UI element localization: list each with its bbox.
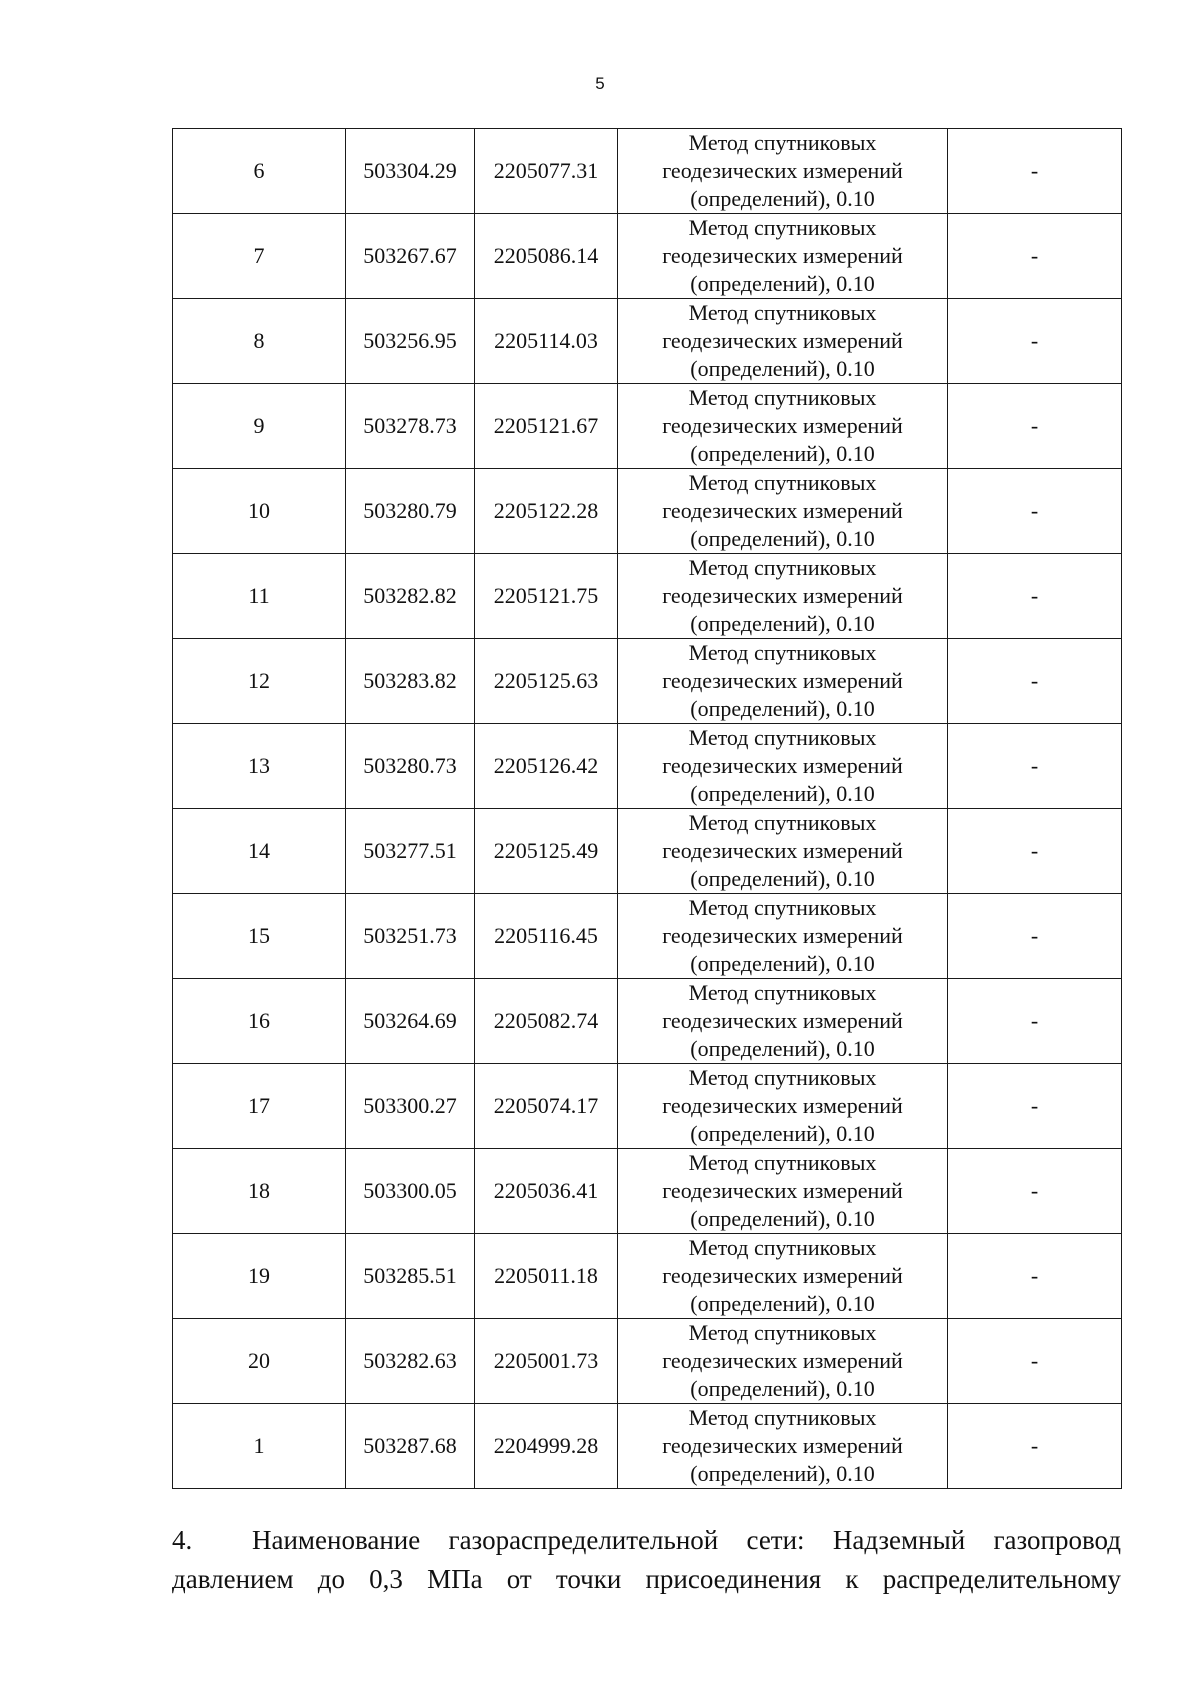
cell-method (618, 384, 948, 469)
cell-method (618, 639, 948, 724)
cell-coordinate-x: 503251.73 (346, 894, 475, 979)
cell-description: - (948, 639, 1122, 724)
cell-description: - (948, 1149, 1122, 1234)
method-line: (определений), 0.10 (690, 951, 875, 976)
cell-method (618, 469, 948, 554)
method-line: геодезических измерений (662, 1263, 903, 1288)
method-line: (определений), 0.10 (690, 781, 875, 806)
method-line: Метод спутниковых (688, 215, 877, 240)
method-line: (определений), 0.10 (690, 866, 875, 891)
cell-point-number: 14 (173, 809, 346, 894)
method-line: геодезических измерений (662, 1093, 903, 1118)
method-line: (определений), 0.10 (690, 1376, 875, 1401)
coordinates-table-body (173, 129, 1122, 1489)
cell-coordinate-y: 2205125.63 (475, 639, 618, 724)
cell-coordinate-x: 503280.73 (346, 724, 475, 809)
cell-method (618, 129, 948, 214)
cell-method (618, 1064, 948, 1149)
cell-coordinate-x: 503280.79 (346, 469, 475, 554)
cell-method (618, 1319, 948, 1404)
method-line: Метод спутниковых (688, 640, 877, 665)
cell-point-number: 16 (173, 979, 346, 1064)
table-row (173, 1064, 1122, 1149)
method-line: (определений), 0.10 (690, 526, 875, 551)
table-row (173, 979, 1122, 1064)
method-line: (определений), 0.10 (690, 356, 875, 381)
method-line: геодезических измерений (662, 753, 903, 778)
method-line: геодезических измерений (662, 328, 903, 353)
method-line: (определений), 0.10 (690, 1121, 875, 1146)
method-line: Метод спутниковых (688, 385, 877, 410)
cell-coordinate-y: 2205001.73 (475, 1319, 618, 1404)
cell-point-number: 13 (173, 724, 346, 809)
cell-coordinate-x: 503283.82 (346, 639, 475, 724)
cell-point-number: 19 (173, 1234, 346, 1319)
cell-description: - (948, 724, 1122, 809)
cell-method (618, 894, 948, 979)
method-line: геодезических измерений (662, 668, 903, 693)
method-line: (определений), 0.10 (690, 611, 875, 636)
cell-description: - (948, 809, 1122, 894)
cell-coordinate-x: 503285.51 (346, 1234, 475, 1319)
cell-coordinate-y: 2205126.42 (475, 724, 618, 809)
cell-method (618, 979, 948, 1064)
cell-description: - (948, 1404, 1122, 1489)
method-line: (определений), 0.10 (690, 1036, 875, 1061)
table-row (173, 554, 1122, 639)
method-line: геодезических измерений (662, 243, 903, 268)
cell-coordinate-x: 503277.51 (346, 809, 475, 894)
cell-description: - (948, 1064, 1122, 1149)
table-row (173, 129, 1122, 214)
cell-description: - (948, 129, 1122, 214)
cell-coordinate-x: 503304.29 (346, 129, 475, 214)
cell-point-number: 9 (173, 384, 346, 469)
method-line: Метод спутниковых (688, 130, 877, 155)
method-line: Метод спутниковых (688, 810, 877, 835)
table-row (173, 299, 1122, 384)
method-line: геодезических измерений (662, 1178, 903, 1203)
method-line: геодезических измерений (662, 498, 903, 523)
method-line: геодезических измерений (662, 413, 903, 438)
method-line: геодезических измерений (662, 1348, 903, 1373)
cell-coordinate-y: 2205122.28 (475, 469, 618, 554)
method-line: Метод спутниковых (688, 895, 877, 920)
cell-point-number: 7 (173, 214, 346, 299)
cell-coordinate-y: 2205086.14 (475, 214, 618, 299)
cell-description: - (948, 1234, 1122, 1319)
cell-description: - (948, 384, 1122, 469)
cell-point-number: 20 (173, 1319, 346, 1404)
cell-coordinate-x: 503300.05 (346, 1149, 475, 1234)
cell-point-number: 12 (173, 639, 346, 724)
cell-point-number: 10 (173, 469, 346, 554)
method-line: (определений), 0.10 (690, 1291, 875, 1316)
cell-coordinate-x: 503267.67 (346, 214, 475, 299)
cell-point-number: 15 (173, 894, 346, 979)
cell-point-number: 1 (173, 1404, 346, 1489)
table-row (173, 1234, 1122, 1319)
cell-description: - (948, 214, 1122, 299)
table-row (173, 1149, 1122, 1234)
cell-coordinate-y: 2205036.41 (475, 1149, 618, 1234)
cell-method (618, 1234, 948, 1319)
cell-coordinate-y: 2205116.45 (475, 894, 618, 979)
cell-coordinate-y: 2205121.75 (475, 554, 618, 639)
method-line: Метод спутниковых (688, 470, 877, 495)
cell-coordinate-y: 2205082.74 (475, 979, 618, 1064)
cell-coordinate-y: 2205121.67 (475, 384, 618, 469)
cell-method (618, 1404, 948, 1489)
method-line: геодезических измерений (662, 1008, 903, 1033)
section-paragraph (172, 1521, 1121, 1599)
cell-method (618, 1149, 948, 1234)
method-line: Метод спутниковых (688, 1235, 877, 1260)
method-line: Метод спутниковых (688, 300, 877, 325)
cell-coordinate-y: 2205114.03 (475, 299, 618, 384)
cell-description: - (948, 554, 1122, 639)
cell-coordinate-x: 503264.69 (346, 979, 475, 1064)
table-row (173, 724, 1122, 809)
cell-method (618, 299, 948, 384)
method-line: геодезических измерений (662, 923, 903, 948)
cell-point-number: 17 (173, 1064, 346, 1149)
cell-coordinate-x: 503300.27 (346, 1064, 475, 1149)
cell-coordinate-y: 2204999.28 (475, 1404, 618, 1489)
cell-coordinate-x: 503282.63 (346, 1319, 475, 1404)
cell-method (618, 554, 948, 639)
table-row (173, 1404, 1122, 1489)
cell-coordinate-x: 503287.68 (346, 1404, 475, 1489)
section-text-line-2: давлением до 0,3 МПа от точки присоединения к распределительному (172, 1564, 1121, 1594)
method-line: (определений), 0.10 (690, 696, 875, 721)
cell-description: - (948, 894, 1122, 979)
cell-coordinate-y: 2205011.18 (475, 1234, 618, 1319)
cell-method (618, 724, 948, 809)
table-row (173, 1319, 1122, 1404)
method-line: геодезических измерений (662, 158, 903, 183)
method-line: Метод спутниковых (688, 725, 877, 750)
cell-coordinate-y: 2205125.49 (475, 809, 618, 894)
method-line: геодезических измерений (662, 583, 903, 608)
cell-coordinate-y: 2205074.17 (475, 1064, 618, 1149)
method-line: Метод спутниковых (688, 1150, 877, 1175)
table-row (173, 809, 1122, 894)
cell-coordinate-x: 503256.95 (346, 299, 475, 384)
method-line: (определений), 0.10 (690, 1206, 875, 1231)
method-line: Метод спутниковых (688, 980, 877, 1005)
table-row (173, 894, 1122, 979)
method-line: Метод спутниковых (688, 1320, 877, 1345)
cell-description: - (948, 979, 1122, 1064)
cell-coordinate-y: 2205077.31 (475, 129, 618, 214)
page-number: 5 (595, 74, 605, 93)
table-row (173, 469, 1122, 554)
coordinates-table (172, 128, 1122, 1489)
section-line-1 (172, 1521, 1121, 1560)
cell-method (618, 214, 948, 299)
cell-coordinate-x: 503278.73 (346, 384, 475, 469)
method-line: (определений), 0.10 (690, 186, 875, 211)
method-line: (определений), 0.10 (690, 441, 875, 466)
cell-point-number: 11 (173, 554, 346, 639)
method-line: геодезических измерений (662, 1433, 903, 1458)
cell-description: - (948, 299, 1122, 384)
table-row (173, 639, 1122, 724)
method-line: Метод спутниковых (688, 1405, 877, 1430)
method-line: Метод спутниковых (688, 555, 877, 580)
cell-description: - (948, 1319, 1122, 1404)
cell-point-number: 6 (173, 129, 346, 214)
table-row (173, 384, 1122, 469)
section-text-line-1: Наименование газораспределительной сети: Надземный газопровод (252, 1525, 1121, 1555)
method-line: Метод спутниковых (688, 1065, 877, 1090)
cell-point-number: 18 (173, 1149, 346, 1234)
cell-description: - (948, 469, 1122, 554)
cell-point-number: 8 (173, 299, 346, 384)
method-line: (определений), 0.10 (690, 1461, 875, 1486)
cell-coordinate-x: 503282.82 (346, 554, 475, 639)
cell-method (618, 809, 948, 894)
method-line: геодезических измерений (662, 838, 903, 863)
method-line: (определений), 0.10 (690, 271, 875, 296)
table-row (173, 214, 1122, 299)
section-number: 4. (172, 1525, 193, 1555)
